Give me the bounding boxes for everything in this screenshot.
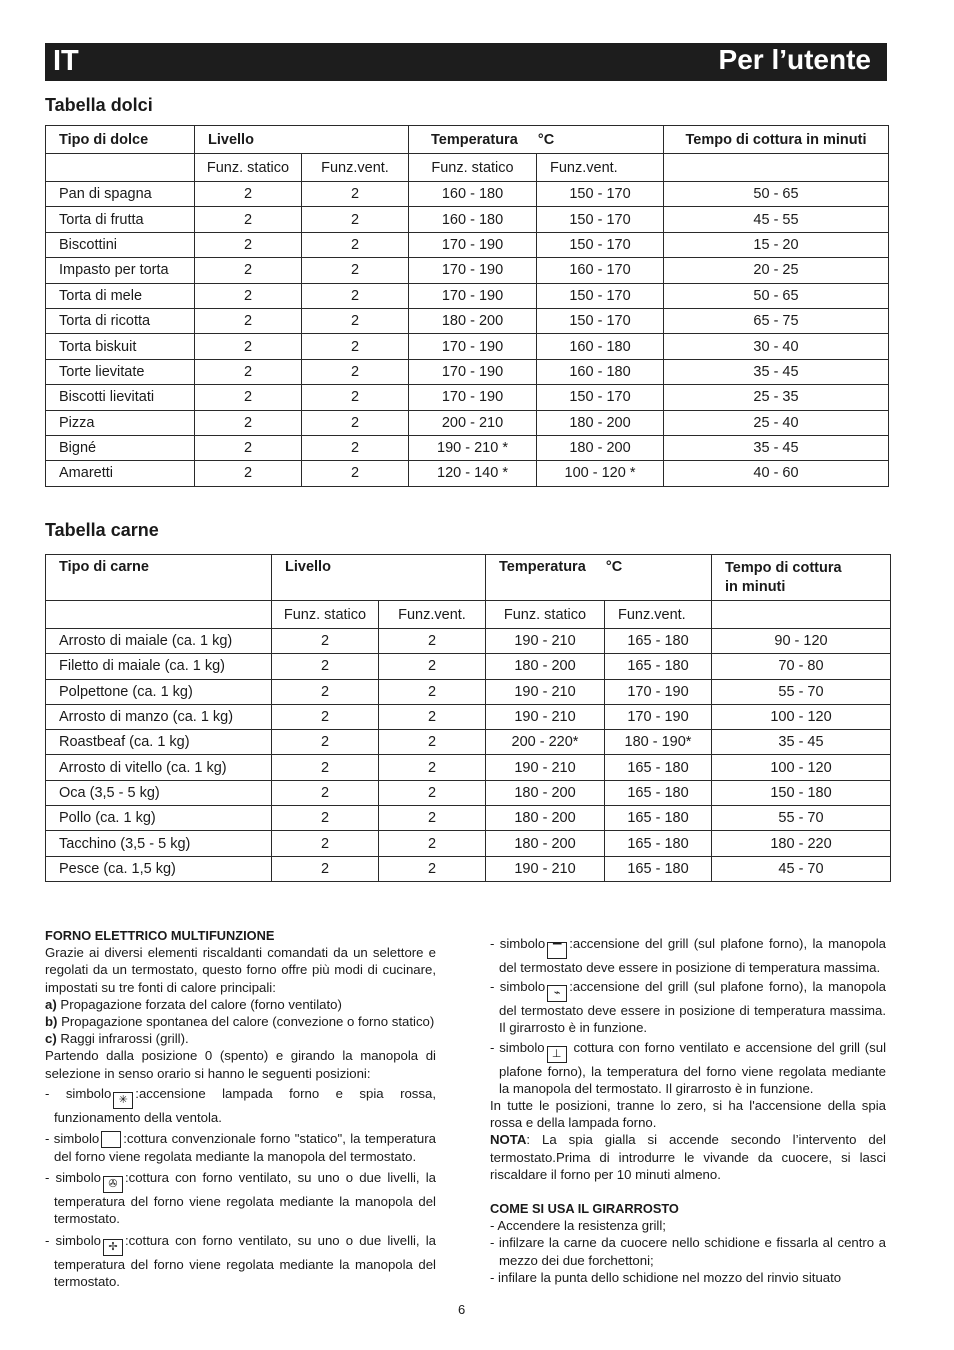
dolci-cell: 150 - 170 <box>537 232 664 257</box>
carne-cell: 165 - 180 <box>605 654 712 679</box>
dolci-col-level: Livello <box>195 126 409 154</box>
carne-cell: 180 - 190* <box>605 730 712 755</box>
dolci-cell: 160 - 180 <box>409 182 537 207</box>
carne-cell: 2 <box>272 730 379 755</box>
dolci-cell: 25 - 40 <box>664 410 889 435</box>
dolci-col-temp: Temperatura °C <box>409 126 664 154</box>
carne-col-level: Livello <box>272 555 486 601</box>
dolci-cell: 2 <box>195 334 302 359</box>
dolci-cell: 170 - 190 <box>409 359 537 384</box>
carne-cell: 2 <box>272 806 379 831</box>
dolci-cell: 2 <box>195 435 302 460</box>
heat-source-a-key: a) <box>45 996 57 1012</box>
dolci-cell: 2 <box>302 385 409 410</box>
dolci-cell: 2 <box>302 207 409 232</box>
carne-cell: 2 <box>272 679 379 704</box>
carne-col-time <box>712 555 891 601</box>
nota-paragraph <box>490 1131 886 1183</box>
dolci-cell: 2 <box>195 410 302 435</box>
dolci-cell: 50 - 65 <box>664 283 889 308</box>
carne-table-title: Tabella carne <box>45 520 159 540</box>
dolci-sub-vent-temp: Funz.vent. <box>537 154 664 182</box>
heat-source-c <box>45 1030 436 1047</box>
dolci-row <box>46 359 889 384</box>
carne-row <box>46 831 891 856</box>
carne-row <box>46 654 891 679</box>
carne-sub-static: Funz. statico <box>272 601 379 629</box>
carne-cell: Polpettone (ca. 1 kg) <box>46 679 272 704</box>
right-text-column <box>490 935 886 1286</box>
dolci-cell: 180 - 200 <box>537 435 664 460</box>
dolci-cell: Biscottini <box>46 232 195 257</box>
dolci-cell: 2 <box>302 308 409 333</box>
carne-cell: Pesce (ca. 1,5 kg) <box>46 856 272 881</box>
heat-source-b-key: b) <box>45 1014 58 1030</box>
carne-cell: 55 - 70 <box>712 679 891 704</box>
dolci-cell: 2 <box>195 385 302 410</box>
girarrosto-step-2: - infilzare la carne da cuocere nello schidione e fissarla al centro a mezzo dei due forchettoni; <box>490 1235 886 1268</box>
dolci-cell: 150 - 170 <box>537 182 664 207</box>
carne-row <box>46 856 891 881</box>
dolci-subheader-row <box>46 154 889 182</box>
carne-cell: Roastbeaf (ca. 1 kg) <box>46 730 272 755</box>
dolci-cell: 180 - 200 <box>409 308 537 333</box>
carne-cell: 190 - 210 <box>486 755 605 780</box>
dolci-row <box>46 461 889 486</box>
dolci-cell: 150 - 170 <box>537 308 664 333</box>
dolci-cell: 2 <box>195 182 302 207</box>
dolci-cell: Pizza <box>46 410 195 435</box>
fan-grill-icon: ⊥ <box>547 1046 567 1063</box>
heat-source-a-text: Propagazione forzata del calore (forno ventilato) <box>56 996 342 1012</box>
carne-header-row <box>46 555 891 601</box>
carne-cell: 190 - 210 <box>486 629 605 654</box>
dolci-cell: 150 - 170 <box>537 283 664 308</box>
dolci-row <box>46 232 889 257</box>
carne-cell: Arrosto di vitello (ca. 1 kg) <box>46 755 272 780</box>
carne-col-type: Tipo di carne <box>46 555 272 601</box>
dolci-cell: Biscotti lievitati <box>46 385 195 410</box>
dolci-table-title: Tabella dolci <box>45 95 153 115</box>
dolci-cell: 120 - 140 * <box>409 461 537 486</box>
carne-cell: 2 <box>379 629 486 654</box>
dolci-row <box>46 410 889 435</box>
carne-col-temp: Temperatura °C <box>486 555 712 601</box>
positions-intro: Partendo dalla posizione 0 (spento) e girando la manopola di selezione in senso orario si hanno le seguenti posizioni: <box>45 1048 436 1081</box>
carne-cell: 2 <box>379 654 486 679</box>
dolci-cell: 15 - 20 <box>664 232 889 257</box>
dolci-cell: 180 - 200 <box>537 410 664 435</box>
dolci-sub-static: Funz. statico <box>195 154 302 182</box>
carne-cell: 90 - 120 <box>712 629 891 654</box>
dolci-cell: 50 - 65 <box>664 182 889 207</box>
dolci-cell: 20 - 25 <box>664 258 889 283</box>
carne-row <box>46 704 891 729</box>
symbol-item-grill: - simbolo ▔ :accensione del grill (sul plafone forno), la manopola del termostato deve essere in posizione di temperatura massima. <box>490 936 886 975</box>
carne-sub-vent: Funz.vent. <box>379 601 486 629</box>
dolci-cell: 2 <box>302 359 409 384</box>
symbol-item-grill-spit: - simbolo ⌁ :accensione del grill (sul plafone forno), la manopola del termostato deve essere in posizione di temperatura massima. Il girarrosto è in funzione. <box>490 979 886 1036</box>
dolci-cell: 65 - 75 <box>664 308 889 333</box>
grill-icon: ▔ <box>547 942 567 959</box>
dolci-cell: 40 - 60 <box>664 461 889 486</box>
dolci-cell: 2 <box>195 207 302 232</box>
dolci-row <box>46 334 889 359</box>
dolci-sub-vent: Funz.vent. <box>302 154 409 182</box>
header-bar <box>45 43 887 81</box>
page-title: Per l’utente <box>718 44 871 75</box>
dolci-col-type: Tipo di dolce <box>46 126 195 154</box>
carne-cell: 150 - 180 <box>712 780 891 805</box>
dolci-cell: Torte lievitate <box>46 359 195 384</box>
carne-cell: 2 <box>379 780 486 805</box>
fan-element-icon: ✢ <box>103 1239 123 1256</box>
heat-source-c-key: c) <box>45 1031 57 1047</box>
nota-text: : La spia gialla si accende secondo l’intervento del termostato.Prima di introdurre le vivande da cuocere, si lasci riscaldare il forno per 10 minuti almeno. <box>490 1132 886 1182</box>
dolci-cell: 2 <box>302 334 409 359</box>
dolci-cell: 170 - 190 <box>409 334 537 359</box>
dolci-row <box>46 258 889 283</box>
dolci-cell: Impasto per torta <box>46 258 195 283</box>
symbol-item-fan-element: - simbolo ✢ :cottura con forno ventilato, su uno o due livelli, la temperatura del forno viene regolata mediante la manopola del termostato. <box>45 1232 436 1289</box>
dolci-cell: 2 <box>195 461 302 486</box>
dolci-cell: 2 <box>302 283 409 308</box>
carne-cell: 165 - 180 <box>605 831 712 856</box>
carne-cell: 100 - 120 <box>712 755 891 780</box>
dolci-cell: 160 - 180 <box>537 334 664 359</box>
carne-cell: 165 - 180 <box>605 755 712 780</box>
left-text-column <box>45 927 436 1290</box>
dolci-cell: 2 <box>302 182 409 207</box>
dolci-cell: 25 - 35 <box>664 385 889 410</box>
girarrosto-heading: COME SI USA IL GIRARROSTO <box>490 1201 679 1217</box>
carne-row <box>46 730 891 755</box>
carne-sub-static-temp: Funz. statico <box>486 601 605 629</box>
dolci-row <box>46 182 889 207</box>
fan-icon: ✇ <box>103 1176 123 1193</box>
carne-row <box>46 806 891 831</box>
dolci-cell: Torta di mele <box>46 283 195 308</box>
dolci-cell: 150 - 170 <box>537 385 664 410</box>
carne-cell: Arrosto di maiale (ca. 1 kg) <box>46 629 272 654</box>
carne-cell: 180 - 200 <box>486 806 605 831</box>
carne-row <box>46 679 891 704</box>
dolci-cell: 30 - 40 <box>664 334 889 359</box>
carne-cell: 2 <box>379 704 486 729</box>
dolci-cell: 2 <box>195 258 302 283</box>
carne-col-time-line2: in minuti <box>725 579 786 595</box>
dolci-cell: 170 - 190 <box>409 283 537 308</box>
dolci-cell: 35 - 45 <box>664 435 889 460</box>
carne-cell: 180 - 200 <box>486 654 605 679</box>
dolci-row <box>46 435 889 460</box>
carne-table <box>45 554 891 882</box>
carne-cell: 35 - 45 <box>712 730 891 755</box>
carne-cell: Arrosto di manzo (ca. 1 kg) <box>46 704 272 729</box>
carne-cell: 165 - 180 <box>605 780 712 805</box>
lamp-fan-icon: ✳ <box>113 1092 133 1109</box>
heat-source-b <box>45 1013 436 1030</box>
dolci-cell: Pan di spagna <box>46 182 195 207</box>
carne-cell: 2 <box>272 831 379 856</box>
dolci-cell: 45 - 55 <box>664 207 889 232</box>
dolci-cell: 2 <box>302 232 409 257</box>
dolci-cell: Bigné <box>46 435 195 460</box>
dolci-cell: Torta di frutta <box>46 207 195 232</box>
dolci-cell: 2 <box>302 435 409 460</box>
carne-cell: 2 <box>272 629 379 654</box>
dolci-cell: 100 - 120 * <box>537 461 664 486</box>
carne-cell: 45 - 70 <box>712 856 891 881</box>
nota-key: NOTA <box>490 1132 527 1148</box>
carne-cell: 165 - 180 <box>605 629 712 654</box>
carne-row <box>46 780 891 805</box>
carne-cell: 2 <box>272 780 379 805</box>
dolci-cell: 2 <box>195 359 302 384</box>
girarrosto-step-1: - Accendere la resistenza grill; <box>490 1218 666 1234</box>
all-positions-note: In tutte le posizioni, tranne lo zero, si ha l'accensione della spia rossa e della lampada forno. <box>490 1098 886 1131</box>
dolci-cell: Torta di ricotta <box>46 308 195 333</box>
carne-cell: 100 - 120 <box>712 704 891 729</box>
heat-source-c-text: Raggi infrarossi (grill). <box>56 1031 189 1047</box>
carne-cell: 2 <box>272 755 379 780</box>
carne-cell: 2 <box>272 856 379 881</box>
dolci-cell: 2 <box>302 410 409 435</box>
carne-cell: 180 - 200 <box>486 831 605 856</box>
heat-source-b-text: Propagazione spontanea del calore (convezione o forno statico) <box>57 1014 435 1030</box>
carne-cell: 180 - 200 <box>486 780 605 805</box>
dolci-cell: 150 - 170 <box>537 207 664 232</box>
dolci-cell: 170 - 190 <box>409 232 537 257</box>
dolci-cell: 2 <box>302 461 409 486</box>
carne-sub-vent-temp: Funz.vent. <box>605 601 712 629</box>
carne-cell: Oca (3,5 - 5 kg) <box>46 780 272 805</box>
intro-paragraph: Grazie ai diversi elementi riscaldanti comandati da un selettore e regolati da un termostato, questo forno offre più modi di cucinare, impostati su tre fonti di calore principali: <box>45 945 436 995</box>
dolci-row <box>46 308 889 333</box>
carne-cell: 165 - 180 <box>605 806 712 831</box>
grill-rotisserie-icon: ⌁ <box>547 985 567 1002</box>
symbol-item-lamp: - simbolo ✳ :accensione lampada forno e spia rossa, funzionamento della ventola. <box>45 1085 436 1125</box>
carne-cell: 2 <box>379 755 486 780</box>
dolci-cell: 170 - 190 <box>409 258 537 283</box>
dolci-sub-static-temp: Funz. statico <box>409 154 537 182</box>
dolci-cell: 2 <box>302 258 409 283</box>
dolci-row <box>46 207 889 232</box>
carne-cell: 190 - 210 <box>486 856 605 881</box>
dolci-table <box>45 125 889 487</box>
symbol-item-fan-grill: - simbolo ⊥ cottura con forno ventilato e accensione del grill (sul plafone forno), la temperatura del forno viene regolata mediante la manopola del termostato. Il girarrosto è in funzione. <box>490 1039 886 1096</box>
symbol-item-fan: - simbolo ✇ :cottura con forno ventilato, su uno o due livelli, la temperatura del forno viene regolata mediante la manopola del termostato. <box>45 1170 436 1227</box>
dolci-row <box>46 385 889 410</box>
heat-source-a <box>45 996 436 1013</box>
language-code: IT <box>53 45 79 77</box>
dolci-cell: 190 - 210 * <box>409 435 537 460</box>
multifunction-heading: FORNO ELETTRICO MULTIFUNZIONE <box>45 928 275 943</box>
carne-cell: 190 - 210 <box>486 679 605 704</box>
carne-cell: 170 - 190 <box>605 704 712 729</box>
carne-cell: 200 - 220* <box>486 730 605 755</box>
dolci-cell: 170 - 190 <box>409 385 537 410</box>
carne-cell: 2 <box>272 704 379 729</box>
carne-cell: 70 - 80 <box>712 654 891 679</box>
girarrosto-step-3: - infilare la punta dello schidione nel mozzo del rinvio situato <box>490 1269 842 1285</box>
carne-cell: 2 <box>379 679 486 704</box>
carne-cell: Filetto di maiale (ca. 1 kg) <box>46 654 272 679</box>
dolci-cell: 160 - 180 <box>409 207 537 232</box>
dolci-cell: 160 - 180 <box>537 359 664 384</box>
carne-cell: 2 <box>379 856 486 881</box>
dolci-cell: 2 <box>195 308 302 333</box>
dolci-cell: 200 - 210 <box>409 410 537 435</box>
carne-cell: 2 <box>379 730 486 755</box>
dolci-cell: 2 <box>195 232 302 257</box>
dolci-cell: 35 - 45 <box>664 359 889 384</box>
carne-cell: Pollo (ca. 1 kg) <box>46 806 272 831</box>
page-number: 6 <box>458 1302 466 1317</box>
dolci-cell: 2 <box>195 283 302 308</box>
dolci-header-row <box>46 126 889 154</box>
carne-cell: 190 - 210 <box>486 704 605 729</box>
carne-subheader-row <box>46 601 891 629</box>
carne-cell: 170 - 190 <box>605 679 712 704</box>
carne-cell: 2 <box>379 806 486 831</box>
carne-cell: 2 <box>272 654 379 679</box>
carne-col-time-line1: Tempo di cottura <box>725 560 842 576</box>
carne-cell: 165 - 180 <box>605 856 712 881</box>
dolci-cell: 160 - 170 <box>537 258 664 283</box>
static-oven-icon <box>101 1131 121 1148</box>
carne-cell: Tacchino (3,5 - 5 kg) <box>46 831 272 856</box>
symbol-item-static: - simbolo :cottura convenzionale forno "statico", la temperatura del forno viene regolata mediante la manopola del termostato. <box>45 1131 436 1165</box>
carne-row <box>46 755 891 780</box>
carne-cell: 180 - 220 <box>712 831 891 856</box>
carne-row <box>46 629 891 654</box>
dolci-row <box>46 283 889 308</box>
dolci-cell: Torta biskuit <box>46 334 195 359</box>
dolci-col-time: Tempo di cottura in minuti <box>664 126 889 154</box>
dolci-cell: Amaretti <box>46 461 195 486</box>
carne-cell: 2 <box>379 831 486 856</box>
carne-cell: 55 - 70 <box>712 806 891 831</box>
